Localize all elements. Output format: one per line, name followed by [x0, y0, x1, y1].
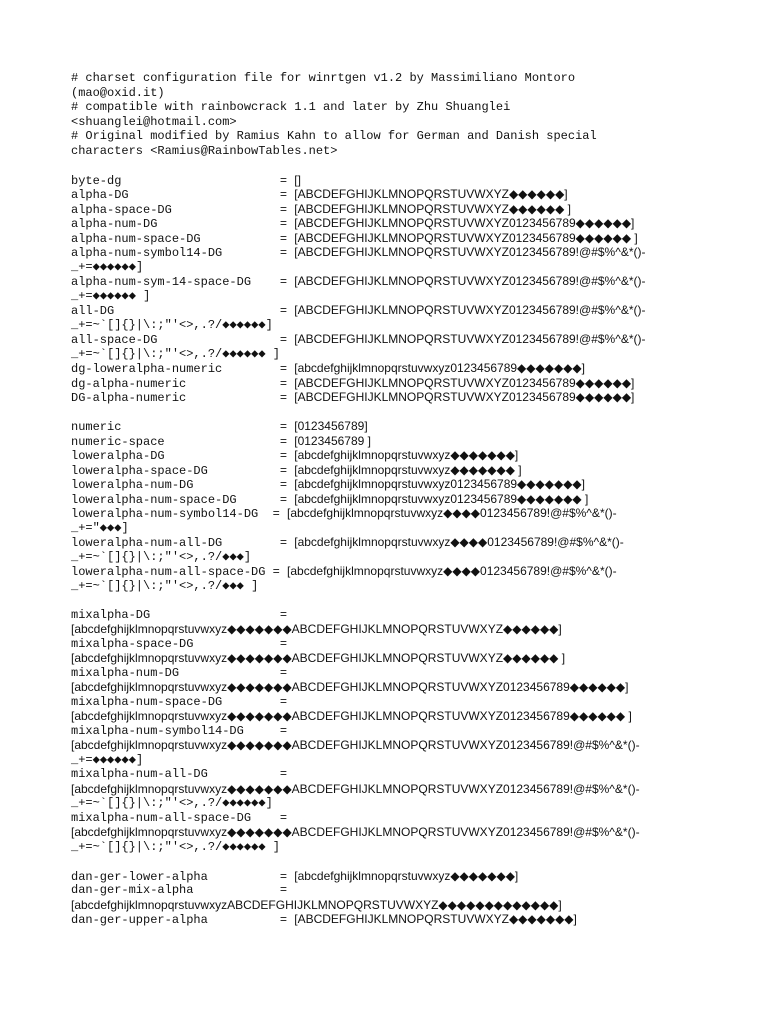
- charset-value: [ABCDEFGHIJKLMNOPQRSTUVWXYZ0123456789◆◆◆◆◆◆ ]: [294, 230, 638, 245]
- charset-key: alpha-num-sym-14-space-DG =: [71, 275, 295, 289]
- charset-value: [ABCDEFGHIJKLMNOPQRSTUVWXYZ0123456789◆◆◆◆◆◆]: [294, 375, 635, 390]
- charset-key: dg-alpha-numeric =: [71, 376, 295, 391]
- charset-definition: [71, 492, 721, 507]
- charset-value: [abcdefghijklmnopqrstuvwxyz◆◆◆◆◆◆◆]: [294, 448, 519, 462]
- charset-definition: [71, 361, 721, 376]
- text-line: mixalpha-num-all-space-DG =: [71, 810, 288, 825]
- charset-value: [abcdefghijklmnopqrstuvwxyz◆◆◆◆0123456789!@#$%^&*()-: [287, 564, 617, 578]
- charset-key: loweralpha-num-all-space-DG =: [71, 565, 288, 579]
- charset-definition: [71, 463, 721, 478]
- charset-value: [ABCDEFGHIJKLMNOPQRSTUVWXYZ0123456789◆◆◆◆◆◆]: [294, 390, 635, 404]
- charset-key: numeric-space =: [71, 434, 295, 449]
- charset-key: dan-ger-lower-alpha =: [71, 869, 295, 884]
- charset-definition: [71, 187, 721, 202]
- charset-definition: [71, 477, 721, 492]
- charset-value: [abcdefghijklmnopqrstuvwxyz0123456789◆◆◆◆◆◆◆]: [294, 477, 585, 491]
- text-line: _+=◆◆◆◆◆◆]: [71, 752, 144, 767]
- charset-definition: [71, 564, 721, 579]
- blank-line: [71, 405, 721, 420]
- charset-definition: [71, 506, 721, 521]
- text-line: # Original modified by Ramius Kahn to allow for German and Danish special: [71, 129, 597, 143]
- charset-value-line: [abcdefghijklmnopqrstuvwxyz◆◆◆◆◆◆◆ABCDEFGHIJKLMNOPQRSTUVWXYZ0123456789!@#$%^&*()-: [71, 738, 640, 752]
- text-line: mixalpha-space-DG =: [71, 636, 288, 651]
- charset-value: [0123456789]: [294, 419, 368, 433]
- charset-value: [ABCDEFGHIJKLMNOPQRSTUVWXYZ0123456789!@#$%^&*()-: [294, 245, 646, 259]
- text-line: <shuanglei@hotmail.com>: [71, 114, 237, 129]
- charset-key: all-DG =: [71, 304, 295, 318]
- charset-definition: [71, 231, 721, 246]
- text-line: mixalpha-num-space-DG =: [71, 694, 288, 709]
- config-document: [71, 71, 721, 927]
- charset-value-line: [abcdefghijklmnopqrstuvwxyz◆◆◆◆◆◆◆ABCDEFGHIJKLMNOPQRSTUVWXYZ◆◆◆◆◆◆ ]: [71, 651, 566, 665]
- blank-line: [71, 854, 721, 869]
- charset-key: alpha-num-DG =: [71, 217, 295, 231]
- charset-definition: [71, 376, 721, 391]
- charset-key: loweralpha-num-space-DG =: [71, 492, 295, 507]
- charset-value-line: [abcdefghijklmnopqrstuvwxyz◆◆◆◆◆◆◆ABCDEFGHIJKLMNOPQRSTUVWXYZ0123456789◆◆◆◆◆◆ ]: [71, 709, 632, 723]
- charset-key: dg-loweralpha-numeric =: [71, 362, 295, 376]
- charset-definition: [71, 390, 721, 405]
- charset-value-line: [abcdefghijklmnopqrstuvwxyz◆◆◆◆◆◆◆ABCDEFGHIJKLMNOPQRSTUVWXYZ◆◆◆◆◆◆]: [71, 622, 562, 636]
- charset-value: [ABCDEFGHIJKLMNOPQRSTUVWXYZ◆◆◆◆◆◆ ]: [294, 201, 571, 216]
- charset-key: alpha-num-symbol14-DG =: [71, 246, 295, 260]
- text-line: _+="◆◆◆]: [71, 520, 129, 535]
- charset-value: [abcdefghijklmnopqrstuvwxyz◆◆◆◆0123456789!@#$%^&*()-: [287, 506, 617, 520]
- charset-definition: [71, 434, 721, 449]
- charset-definition: [71, 869, 721, 884]
- charset-key: loweralpha-space-DG =: [71, 463, 295, 478]
- text-line: _+=◆◆◆◆◆◆ ]: [71, 288, 151, 303]
- charset-key: loweralpha-DG =: [71, 449, 295, 463]
- charset-value: [abcdefghijklmnopqrstuvwxyz◆◆◆◆◆◆◆ ]: [294, 462, 522, 477]
- charset-value: [abcdefghijklmnopqrstuvwxyz0123456789◆◆◆◆◆◆◆]: [294, 361, 585, 375]
- charset-definition: [71, 216, 721, 231]
- charset-value: [ABCDEFGHIJKLMNOPQRSTUVWXYZ◆◆◆◆◆◆◆]: [294, 912, 577, 926]
- charset-value: [ABCDEFGHIJKLMNOPQRSTUVWXYZ0123456789!@#$%^&*()-: [294, 303, 646, 317]
- text-line: mixalpha-DG =: [71, 607, 288, 622]
- text-line: _+=~`[]{}|\:;"'<>,.?/◆◆◆◆◆◆ ]: [71, 346, 280, 361]
- charset-key: loweralpha-num-symbol14-DG =: [71, 507, 288, 521]
- charset-key: all-space-DG =: [71, 333, 295, 347]
- charset-definition: [71, 202, 721, 217]
- charset-key: alpha-DG =: [71, 188, 295, 202]
- charset-key: DG-alpha-numeric =: [71, 391, 295, 405]
- charset-definition: [71, 274, 721, 289]
- charset-value: [abcdefghijklmnopqrstuvwxyz◆◆◆◆0123456789!@#$%^&*()-: [294, 535, 624, 549]
- charset-definition: [71, 448, 721, 463]
- text-line: _+=~`[]{}|\:;"'<>,.?/◆◆◆]: [71, 549, 252, 564]
- text-line: _+=~`[]{}|\:;"'<>,.?/◆◆◆◆◆◆]: [71, 317, 273, 332]
- text-line: mixalpha-num-all-DG =: [71, 767, 288, 781]
- charset-key: alpha-space-DG =: [71, 202, 295, 217]
- charset-value-line: [abcdefghijklmnopqrstuvwxyzABCDEFGHIJKLMNOPQRSTUVWXYZ◆◆◆◆◆◆◆◆◆◆◆◆◆]: [71, 897, 562, 912]
- text-line: _+=~`[]{}|\:;"'<>,.?/◆◆◆◆◆◆ ]: [71, 839, 280, 854]
- charset-value: [0123456789 ]: [294, 433, 371, 448]
- text-line: characters <Ramius@RainbowTables.net>: [71, 143, 338, 158]
- text-line: (mao@oxid.it): [71, 85, 165, 100]
- charset-definition: [71, 332, 721, 347]
- text-line: _+=~`[]{}|\:;"'<>,.?/◆◆◆◆◆◆]: [71, 796, 273, 810]
- charset-value-line: [abcdefghijklmnopqrstuvwxyz◆◆◆◆◆◆◆ABCDEFGHIJKLMNOPQRSTUVWXYZ0123456789!@#$%^&*()-: [71, 781, 640, 796]
- charset-value: [abcdefghijklmnopqrstuvwxyz0123456789◆◆◆◆◆◆◆ ]: [294, 491, 589, 506]
- charset-definition: [71, 173, 721, 188]
- text-line: mixalpha-num-DG =: [71, 665, 288, 680]
- charset-value: [ABCDEFGHIJKLMNOPQRSTUVWXYZ0123456789!@#$%^&*()-: [294, 332, 646, 346]
- text-line: # charset configuration file for winrtgen v1.2 by Massimiliano Montoro: [71, 71, 576, 85]
- charset-value-line: [abcdefghijklmnopqrstuvwxyz◆◆◆◆◆◆◆ABCDEFGHIJKLMNOPQRSTUVWXYZ0123456789!@#$%^&*()-: [71, 825, 640, 839]
- charset-value: []: [294, 172, 301, 187]
- charset-value: [ABCDEFGHIJKLMNOPQRSTUVWXYZ◆◆◆◆◆◆]: [294, 187, 568, 201]
- charset-key: alpha-num-space-DG =: [71, 231, 295, 246]
- text-line: dan-ger-mix-alpha =: [71, 883, 288, 897]
- charset-definition: [71, 912, 721, 927]
- charset-value: [ABCDEFGHIJKLMNOPQRSTUVWXYZ0123456789!@#$%^&*()-: [294, 274, 646, 288]
- charset-key: numeric =: [71, 420, 295, 434]
- text-line: mixalpha-num-symbol14-DG =: [71, 723, 288, 738]
- charset-definition: [71, 535, 721, 550]
- charset-definition: [71, 303, 721, 318]
- charset-definition: [71, 245, 721, 260]
- charset-key: loweralpha-num-all-DG =: [71, 536, 295, 550]
- charset-key: loweralpha-num-DG =: [71, 478, 295, 492]
- charset-key: dan-ger-upper-alpha =: [71, 913, 295, 927]
- charset-definition: [71, 419, 721, 434]
- charset-value: [ABCDEFGHIJKLMNOPQRSTUVWXYZ0123456789◆◆◆◆◆◆]: [294, 216, 635, 230]
- text-line: _+=~`[]{}|\:;"'<>,.?/◆◆◆ ]: [71, 578, 259, 593]
- charset-value-line: [abcdefghijklmnopqrstuvwxyz◆◆◆◆◆◆◆ABCDEFGHIJKLMNOPQRSTUVWXYZ0123456789◆◆◆◆◆◆]: [71, 680, 629, 694]
- charset-value: [abcdefghijklmnopqrstuvwxyz◆◆◆◆◆◆◆]: [294, 868, 519, 883]
- blank-line: [71, 158, 721, 173]
- text-line: # compatible with rainbowcrack 1.1 and later by Zhu Shuanglei: [71, 100, 511, 114]
- blank-line: [71, 593, 721, 608]
- text-line: _+=◆◆◆◆◆◆]: [71, 259, 144, 274]
- charset-key: byte-dg =: [71, 173, 295, 188]
